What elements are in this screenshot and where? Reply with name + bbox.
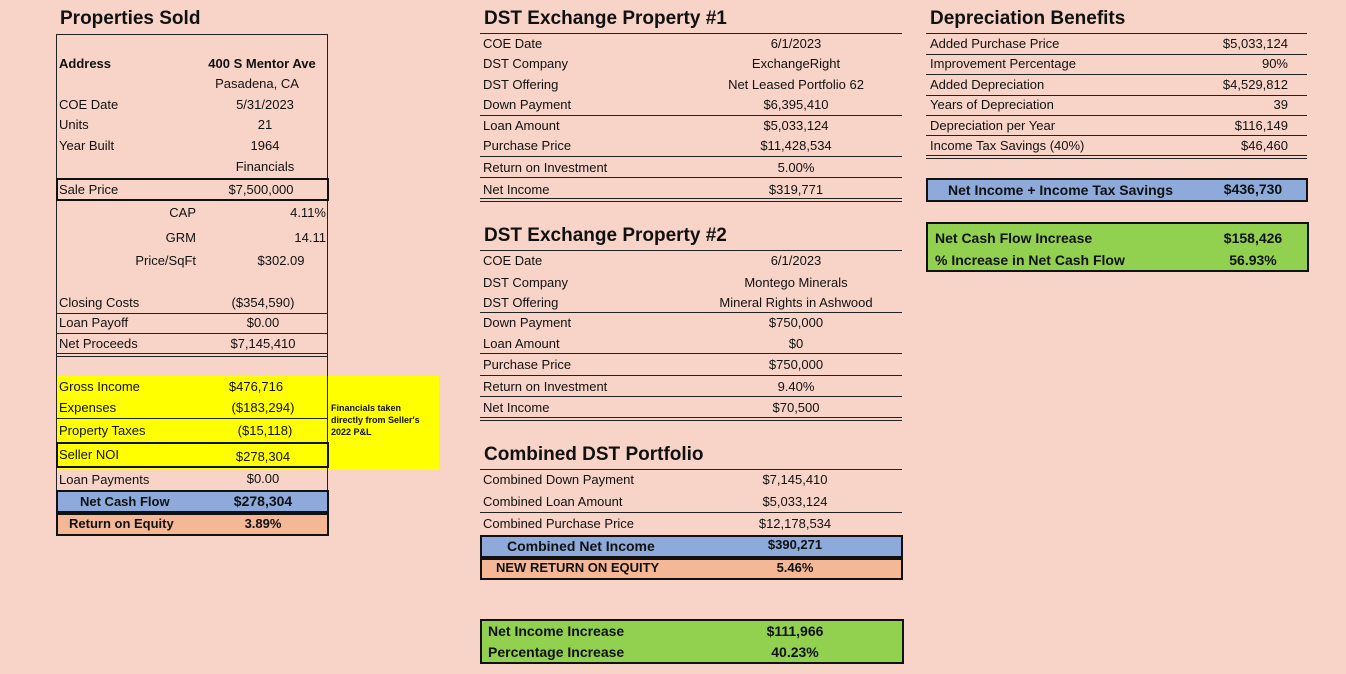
depreciation-row-label: Years of Depreciation xyxy=(930,97,1054,112)
loan-payoff-value: $0.00 xyxy=(246,315,280,330)
divider xyxy=(926,95,1307,96)
combined-title: Combined DST Portfolio xyxy=(484,444,704,465)
divider xyxy=(480,353,902,354)
year-built-value: 1964 xyxy=(250,138,280,153)
seller-noi-value: $278,304 xyxy=(235,449,291,464)
dst2-row-value: $750,000 xyxy=(768,315,824,330)
ncf-increase-label: Net Cash Flow Increase xyxy=(935,230,1093,246)
depreciation-row-label: Added Purchase Price xyxy=(930,36,1060,51)
financials-label: Financials xyxy=(235,159,295,174)
divider xyxy=(480,156,902,157)
divider xyxy=(480,177,902,178)
dst2-row-value: 9.40% xyxy=(777,379,815,394)
cap-value: 4.11% xyxy=(290,205,326,220)
dst2-row-label: COE Date xyxy=(483,253,543,268)
combined-net-income-label: Combined Net Income xyxy=(507,538,655,554)
closing-costs-label: Closing Costs xyxy=(59,295,140,310)
double-divider xyxy=(480,417,902,421)
seller-noi-label: Seller NOI xyxy=(59,447,119,462)
dst1-row-value: 5.00% xyxy=(777,160,815,175)
coe-date-label: COE Date xyxy=(59,97,119,112)
address-line2: Pasadena, CA xyxy=(215,76,299,91)
dst2-title: DST Exchange Property #2 xyxy=(484,225,727,246)
expenses-value: ($183,294) xyxy=(231,400,295,415)
loan-payoff-label: Loan Payoff xyxy=(59,315,129,330)
net-proceeds-value: $7,145,410 xyxy=(230,336,296,351)
dst2-row-label: DST Company xyxy=(483,275,569,290)
divider xyxy=(480,512,902,513)
address-line1: 400 S Mentor Ave xyxy=(208,56,316,71)
year-built-label: Year Built xyxy=(59,138,115,153)
combined-row-value: $7,145,410 xyxy=(762,472,828,487)
gross-income-value: $476,716 xyxy=(228,379,284,394)
price-per-sqft-label: Price/SqFt xyxy=(135,253,196,268)
dst2-row-label: Purchase Price xyxy=(483,357,572,372)
dst1-row-value: $319,771 xyxy=(768,182,824,197)
net-income-increase-label: Net Income Increase xyxy=(488,623,625,639)
property-taxes-value: ($15,118) xyxy=(237,423,293,438)
depreciation-row-value: $5,033,124 xyxy=(1222,36,1288,51)
dst1-row-value: Net Leased Portfolio 62 xyxy=(728,77,864,92)
depreciation-row-value: $4,529,812 xyxy=(1222,77,1288,92)
dst2-row-value: Montego Minerals xyxy=(744,275,848,290)
new-roe-value: 5.46% xyxy=(776,560,814,575)
depreciation-row-label: Added Depreciation xyxy=(930,77,1045,92)
dst2-row-value: $70,500 xyxy=(772,400,820,415)
pct-increase-label: % Increase in Net Cash Flow xyxy=(935,252,1125,268)
net-cash-flow-label: Net Cash Flow xyxy=(80,494,170,509)
dst2-row-label: Net Income xyxy=(483,400,550,415)
depreciation-row-label: Income Tax Savings (40%) xyxy=(930,138,1085,153)
units-value: 21 xyxy=(257,117,273,132)
net-proceeds-label: Net Proceeds xyxy=(59,336,138,351)
return-on-equity-label: Return on Equity xyxy=(69,516,174,531)
depreciation-row-value: 90% xyxy=(1261,56,1288,71)
dst2-row-value: 6/1/2023 xyxy=(770,253,822,268)
divider xyxy=(56,418,328,419)
divider xyxy=(926,135,1307,136)
total-benefit-label: Net Income + Income Tax Savings xyxy=(948,182,1173,198)
dst2-row-label: Return on Investment xyxy=(483,379,608,394)
depreciation-row-label: Depreciation per Year xyxy=(930,118,1056,133)
dst1-row-label: Purchase Price xyxy=(483,138,572,153)
return-on-equity-value: 3.89% xyxy=(244,516,282,531)
net-cash-flow-value: $278,304 xyxy=(233,493,293,509)
dst1-row-label: DST Offering xyxy=(483,77,559,92)
dst1-row-value: ExchangeRight xyxy=(751,56,841,71)
divider xyxy=(480,115,902,116)
depreciation-row-value: 39 xyxy=(1273,97,1288,112)
depreciation-row-value: $116,149 xyxy=(1234,118,1288,133)
grm-value: 14.11 xyxy=(294,230,326,245)
divider xyxy=(480,396,902,397)
depreciation-row-value: $46,460 xyxy=(1241,138,1288,153)
combined-net-income-value: $390,271 xyxy=(767,537,823,552)
dst1-row-value: $11,428,534 xyxy=(760,138,832,153)
percentage-increase-value: 40.23% xyxy=(771,644,819,660)
dst1-row-label: DST Company xyxy=(483,56,569,71)
depreciation-title: Depreciation Benefits xyxy=(930,8,1126,29)
combined-row-value: $12,178,534 xyxy=(758,516,832,531)
dst2-row-label: Loan Amount xyxy=(483,336,560,351)
sale-price-label: Sale Price xyxy=(59,182,119,197)
dst1-row-value: 6/1/2023 xyxy=(770,36,822,51)
price-per-sqft-value: $302.09 xyxy=(257,253,305,268)
divider xyxy=(926,54,1307,55)
address-label: Address xyxy=(59,56,112,71)
depreciation-row-label: Improvement Percentage xyxy=(930,56,1076,71)
dst2-row-value: $0 xyxy=(788,336,804,351)
double-divider xyxy=(56,353,328,357)
closing-costs-value: ($354,590) xyxy=(231,295,295,310)
grm-label: GRM xyxy=(165,230,196,245)
pct-increase-value: 56.93% xyxy=(1229,252,1277,268)
expenses-label: Expenses xyxy=(59,400,117,415)
sale-price-value: $7,500,000 xyxy=(228,182,294,197)
divider xyxy=(926,74,1307,75)
dst1-row-value: $5,033,124 xyxy=(763,118,829,133)
combined-row-label: Combined Down Payment xyxy=(483,472,635,487)
combined-row-value: $5,033,124 xyxy=(762,494,828,509)
double-divider xyxy=(480,198,902,202)
properties-sold-title: Properties Sold xyxy=(60,8,201,29)
coe-date-value: 5/31/2023 xyxy=(236,97,294,112)
total-benefit-value: $436,730 xyxy=(1223,181,1283,197)
dst2-row-label: DST Offering xyxy=(483,295,559,310)
dst1-row-label: Return on Investment xyxy=(483,160,608,175)
dst1-row-value: $6,395,410 xyxy=(763,97,829,112)
divider xyxy=(480,312,902,313)
dst1-row-label: COE Date xyxy=(483,36,543,51)
loan-payments-value: $0.00 xyxy=(246,471,280,486)
property-taxes-label: Property Taxes xyxy=(59,423,146,438)
loan-payments-label: Loan Payments xyxy=(59,472,150,487)
dst1-row-label: Down Payment xyxy=(483,97,572,112)
double-divider xyxy=(926,155,1307,159)
new-roe-label: NEW RETURN ON EQUITY xyxy=(496,560,660,575)
dst1-row-label: Loan Amount xyxy=(483,118,560,133)
divider xyxy=(926,115,1307,116)
percentage-increase-label: Percentage Increase xyxy=(488,644,625,660)
dst2-row-value: $750,000 xyxy=(768,357,824,372)
dst2-row-value: Mineral Rights in Ashwood xyxy=(719,295,873,310)
dst1-row-label: Net Income xyxy=(483,182,550,197)
combined-row-label: Combined Purchase Price xyxy=(483,516,635,531)
units-label: Units xyxy=(59,117,89,132)
net-income-increase-value: $111,966 xyxy=(766,623,824,639)
dst2-row-label: Down Payment xyxy=(483,315,572,330)
combined-row-label: Combined Loan Amount xyxy=(483,494,623,509)
dst1-title: DST Exchange Property #1 xyxy=(484,8,727,29)
financials-note: Financials taken directly from Seller's 2022 P&L xyxy=(331,403,420,437)
divider xyxy=(480,375,902,376)
cap-label: CAP xyxy=(169,205,196,220)
ncf-increase-value: $158,426 xyxy=(1223,230,1283,246)
gross-income-label: Gross Income xyxy=(59,379,140,394)
